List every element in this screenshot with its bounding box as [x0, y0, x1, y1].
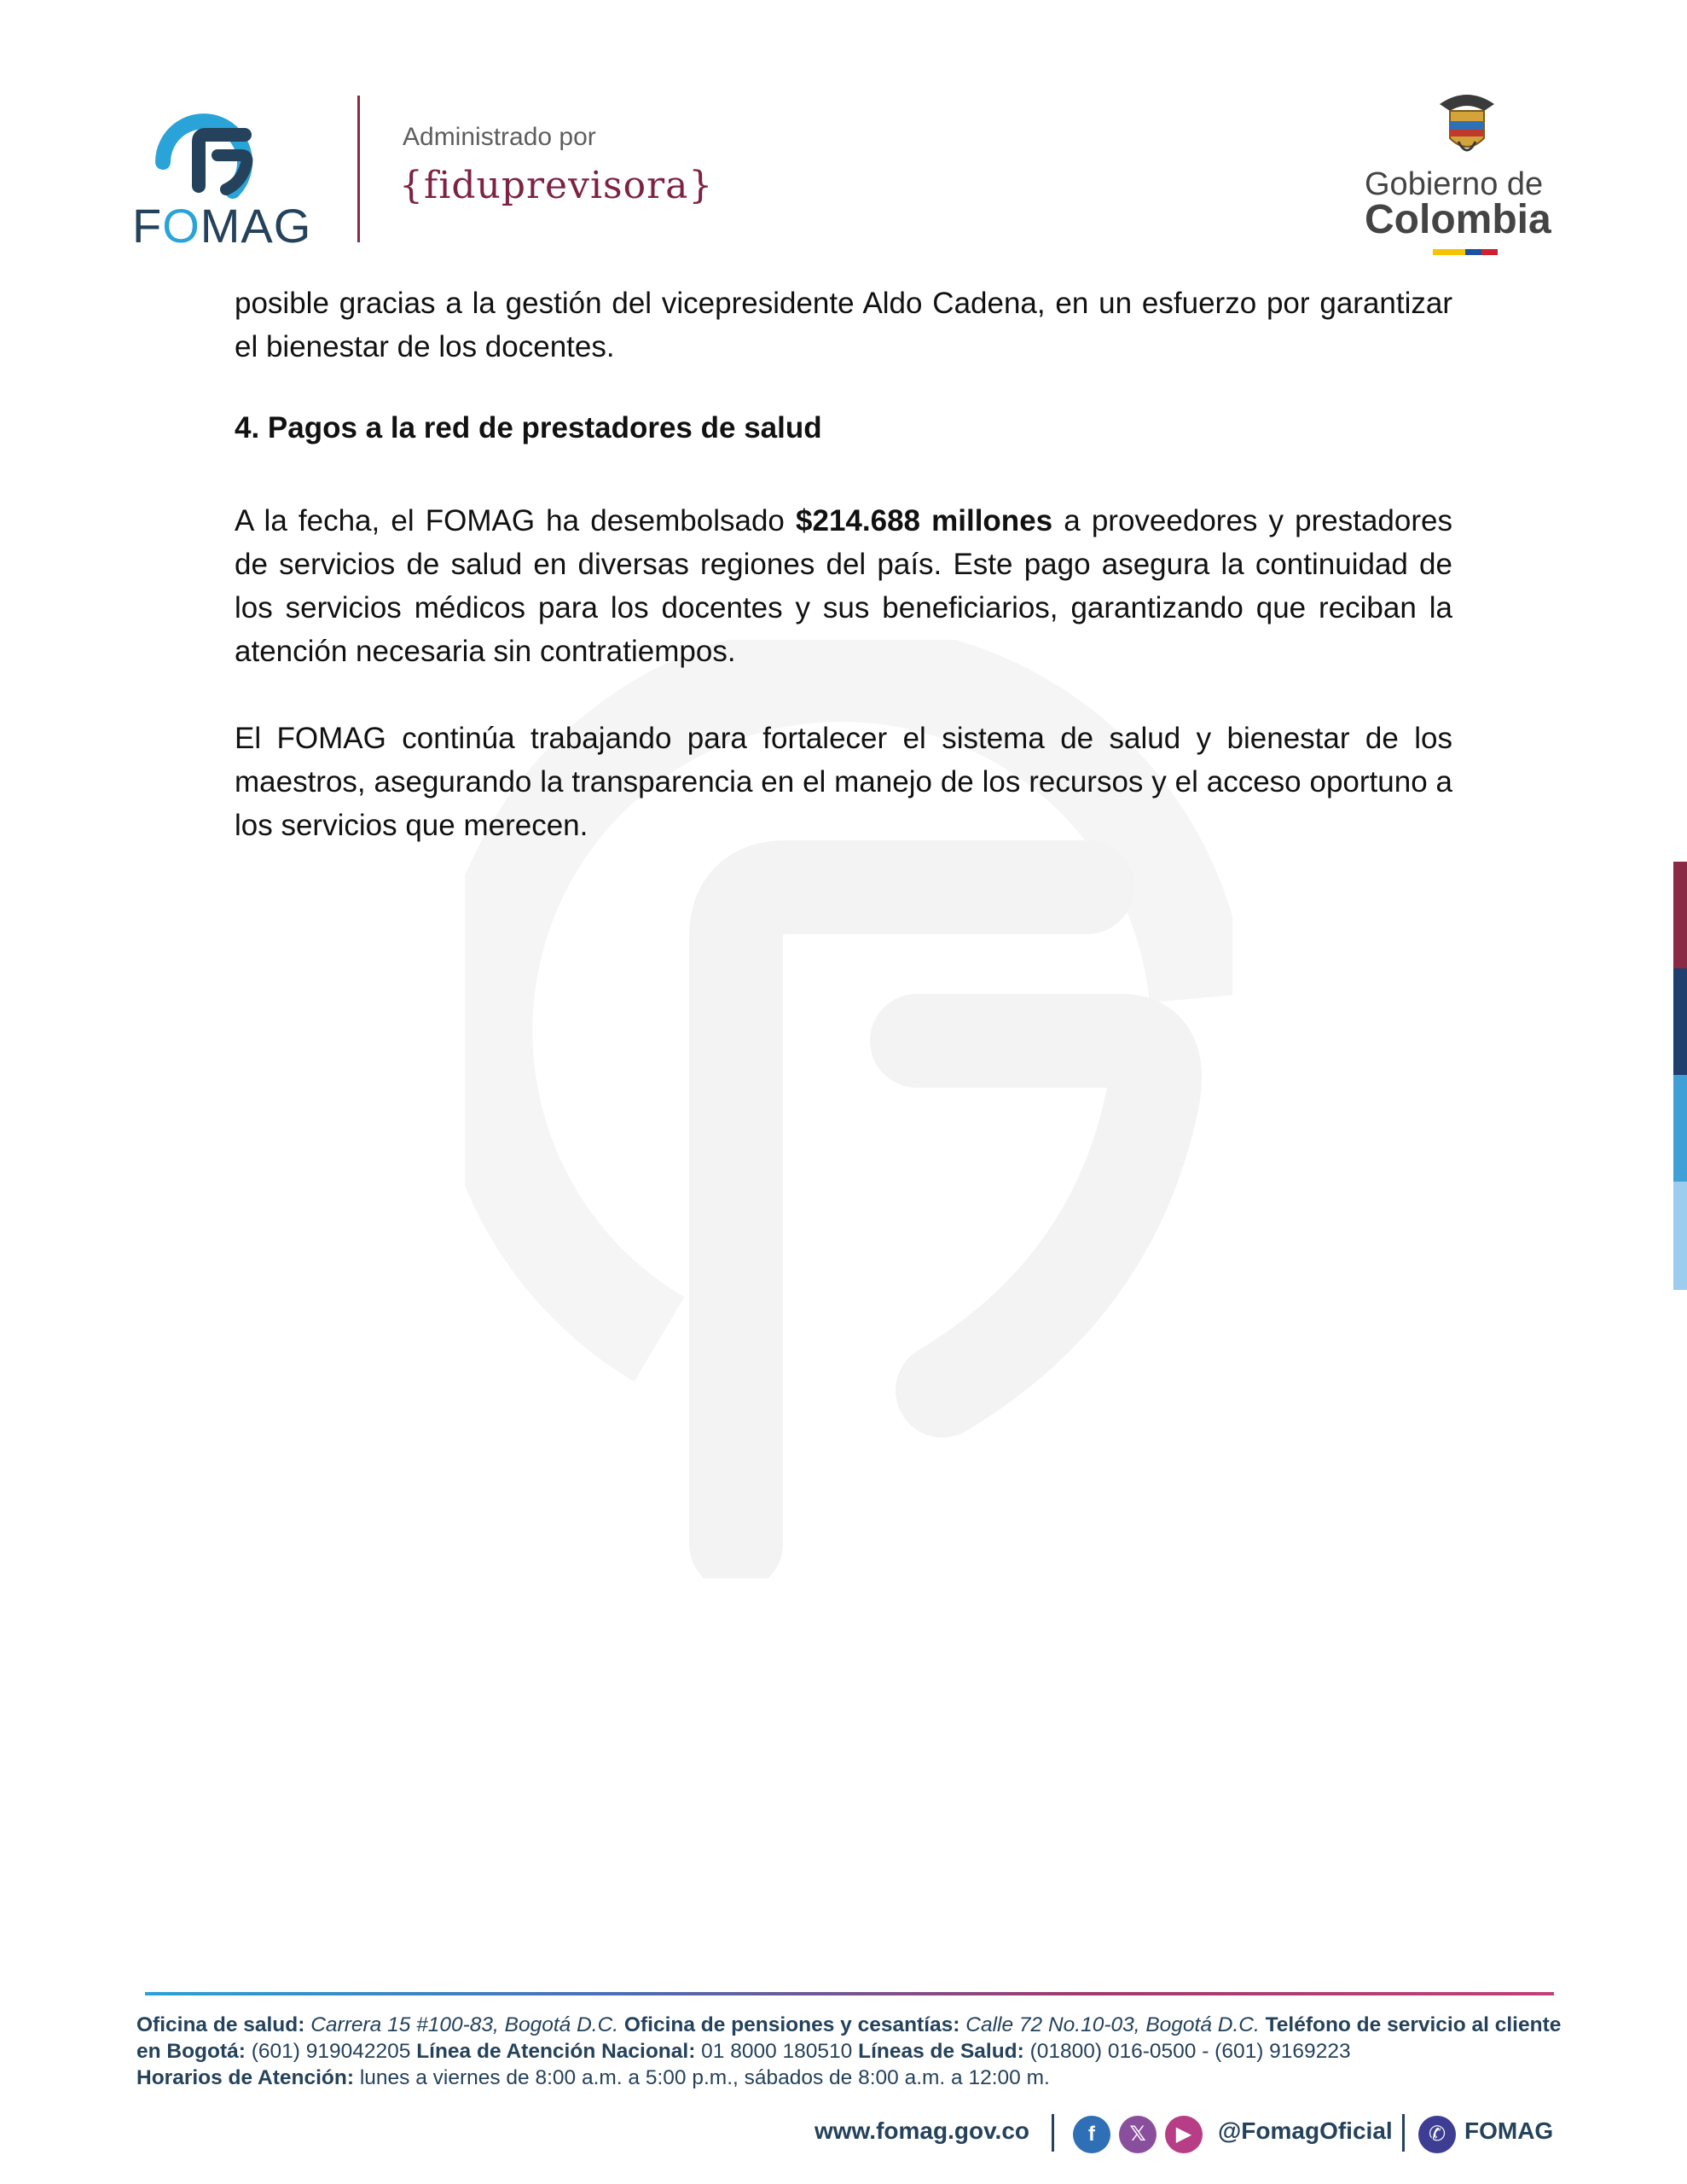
facebook-icon[interactable]: f [1073, 2116, 1110, 2153]
social-handle[interactable]: @FomagOficial [1218, 2117, 1393, 2144]
website-link[interactable]: www.fomag.gov.co [815, 2117, 1030, 2144]
footer-separator [1402, 2114, 1405, 2152]
gobierno-line2: Colombia [1365, 197, 1551, 242]
side-tab-3 [1673, 1075, 1687, 1182]
coat-of-arms-icon [1433, 89, 1501, 161]
paragraph-pagos: A la fecha, el FOMAG ha desembolsado $214.688 millones a proveedores y prestadores de servicios de salud en diversas regiones del país. Este pago asegura la continuidad de los servicios médicos para los docentes y sus beneficiarios, garantizando que reciban la atención necesaria sin contratiempos. [235, 504, 1452, 668]
side-tab-1 [1673, 862, 1687, 968]
footer-contact-info: Oficina de salud: Carrera 15 #100-83, Bogotá D.C. Oficina de pensiones y cesantías: Calle 72 No.10-03, Bogotá D.C. Teléfono de servicio al cliente en Bogotá: (601) 919042205 Línea de Atención Nacional: 01 8000 180510 Líneas de Salud: (01800) 016-0500 - (601) 9169223 Horarios de Atención: lunes a viernes de 8:00 a.m. a 5:00 p.m., sábados de 8:00 a.m. a 12:00 m. [136, 2013, 1562, 2089]
youtube-icon[interactable]: ▶ [1165, 2116, 1203, 2153]
side-tab-4 [1673, 1182, 1687, 1290]
whatsapp-label[interactable]: FOMAG [1464, 2117, 1554, 2144]
fiduprevisora-logo: {fiduprevisora} [399, 164, 714, 207]
footer-gradient-line [145, 1992, 1554, 1995]
paragraph-final: El FOMAG continúa trabajando para fortalecer el sistema de salud y bienestar de los maestros, asegurando la transparencia en el manejo de los recursos y el acceso oportuno a los servicios que merecen. [235, 722, 1452, 842]
x-icon[interactable]: 𝕏 [1119, 2116, 1157, 2153]
whatsapp-icon[interactable]: ✆ [1418, 2116, 1456, 2153]
footer-separator [1052, 2114, 1054, 2152]
colombia-flag-stripe [1433, 249, 1498, 255]
paragraph-continuation: posible gracias a la gestión del vicepresidente Aldo Cadena, en un esfuerzo por garantizar el bienestar de los docentes. [235, 287, 1452, 363]
header-divider [357, 96, 360, 242]
side-tab-2 [1673, 968, 1687, 1075]
amount-highlight: $214.688 millones [796, 504, 1053, 537]
gobierno-line1: Gobierno de [1365, 166, 1544, 202]
section-heading: 4. Pagos a la red de prestadores de salud [235, 411, 822, 444]
administered-by-label: Administrado por [403, 123, 596, 151]
fomag-wordmark: FOMAG [132, 199, 312, 253]
